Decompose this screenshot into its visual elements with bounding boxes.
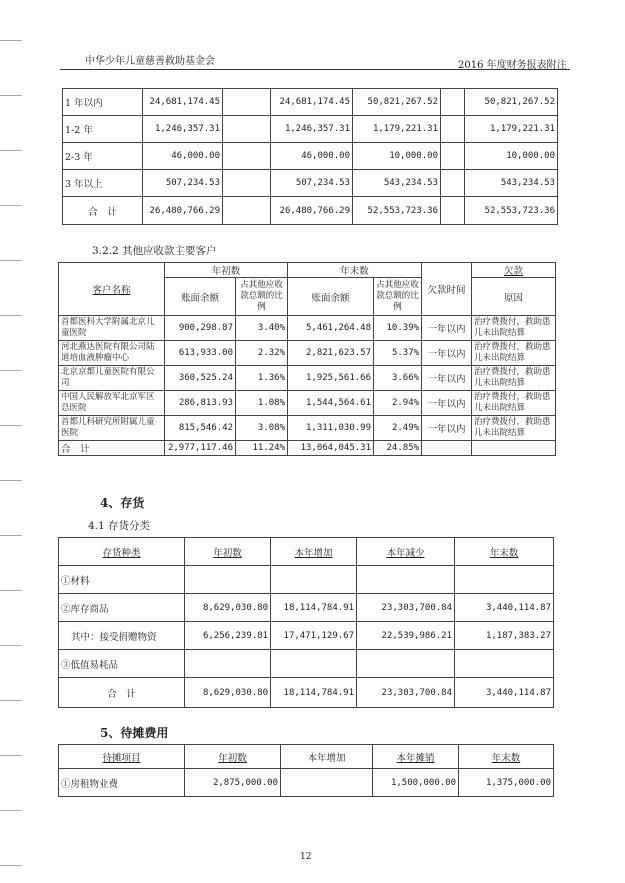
cell-value: 2.32%	[236, 341, 288, 366]
cell-value: 23,303,700.84	[357, 594, 455, 622]
inventory-label: ②库存商品	[59, 594, 185, 622]
col-header-book: 账面余额	[165, 278, 236, 316]
table-row	[59, 441, 556, 456]
col-header-item: 待摊项目	[59, 745, 185, 769]
cell-value: 900,298.87	[165, 316, 236, 341]
cell-value: 507,234.53	[271, 170, 353, 197]
cell-value: 5.37%	[374, 341, 422, 366]
margin-mark	[0, 480, 22, 481]
cell-value: 2.49%	[374, 416, 422, 441]
col-header-reason: 原因	[472, 278, 556, 316]
col-header-kind: 存货种类	[59, 538, 185, 566]
margin-mark	[0, 810, 22, 811]
aging-label: 合 计	[63, 197, 143, 225]
inventory-label: ①材料	[59, 566, 185, 594]
customer-name: 首都儿科研究所附属儿童医院	[59, 416, 165, 441]
cell-value: 2,821,623.57	[288, 341, 374, 366]
cell-value: 3,440,114.87	[455, 594, 554, 622]
margin-mark	[0, 260, 22, 261]
prepaid-label: ①房租物业费	[59, 769, 185, 797]
cell-value: 10.39%	[374, 316, 422, 341]
margin-mark	[0, 755, 22, 756]
cell-value: 5,461,264.48	[288, 316, 374, 341]
table-row	[59, 391, 556, 416]
margin-mark	[0, 535, 22, 536]
col-header-begin: 年初数	[185, 538, 271, 566]
cell-value: 18,114,784.91	[271, 678, 357, 708]
cell-value: 22,539,986.21	[357, 622, 455, 650]
cell-value: 治疗费拨付，救助患儿未出院结算	[472, 416, 556, 441]
margin-mark	[0, 590, 22, 591]
cell-value: 一年以内	[422, 416, 472, 441]
cell-value: 1,246,357.31	[271, 116, 353, 143]
inventory-table	[58, 537, 554, 708]
cell-value: 23,303,700.84	[357, 678, 455, 708]
cell-value: 286,813.93	[165, 391, 236, 416]
receivables-title: 3.2.2 其他应收款主要客户	[92, 245, 217, 257]
cell-value: 543,234.53	[353, 170, 441, 197]
col-header-dec: 本年减少	[357, 538, 455, 566]
cell-value: 2,875,000.00	[185, 769, 281, 797]
cell-value: 360,525.24	[165, 366, 236, 391]
cell-value: 2.94%	[374, 391, 422, 416]
cell-value: 治疗费拨付，救助患儿未出院结算	[472, 366, 556, 391]
cell-value: 24.85%	[374, 441, 422, 456]
cell-value: 26,480,766.29	[271, 197, 353, 225]
cell-value: 13,064,045.31	[288, 441, 374, 456]
col-header-inc: 本年增加	[271, 538, 357, 566]
cell-value: 50,821,267.52	[353, 89, 441, 116]
margin-mark	[0, 150, 22, 151]
table-row	[59, 678, 554, 708]
table-row	[59, 769, 554, 797]
col-header-begin: 年初数	[185, 745, 281, 769]
inventory-title: 4、存货	[100, 496, 145, 510]
cell-value: 一年以内	[422, 316, 472, 341]
cell-value: 治疗费拨付，救助患儿未出院结算	[472, 341, 556, 366]
cell-value: 3.08%	[236, 416, 288, 441]
cell-value: 1,179,221.31	[465, 116, 558, 143]
table-row	[59, 416, 556, 441]
cell-value: 2,977,117.46	[165, 441, 236, 456]
table-row	[59, 566, 554, 594]
cell-value: 18,114,784.91	[271, 594, 357, 622]
table-row	[63, 89, 558, 116]
cell-value: 1,375,000.00	[459, 769, 554, 797]
table-row	[63, 197, 558, 225]
col-header-time: 欠款时间	[422, 263, 472, 316]
cell-value	[271, 566, 357, 594]
col-header-owed: 欠款	[472, 263, 556, 278]
inventory-label: 其中：接受捐赠物资	[59, 622, 185, 650]
cell-value: 3.40%	[236, 316, 288, 341]
inventory-subtitle: 4.1 存货分类	[88, 520, 151, 532]
receivables-table	[58, 262, 556, 456]
cell-value: 一年以内	[422, 391, 472, 416]
margin-mark	[0, 40, 22, 41]
cell-value: 50,821,267.52	[465, 89, 558, 116]
cell-value: 8,629,030.80	[185, 594, 271, 622]
aging-label: 3 年以上	[63, 170, 143, 197]
cell-value: 1.36%	[236, 366, 288, 391]
cell-value: 17,471,129.67	[271, 622, 357, 650]
margin-mark	[0, 865, 22, 866]
cell-value: 46,000.00	[271, 143, 353, 170]
cell-value: 3,440,114.87	[455, 678, 554, 708]
col-header-inc: 本年增加	[281, 745, 373, 769]
customer-name: 北京京都儿童医院有限公司	[59, 366, 165, 391]
col-header-end: 年末数	[455, 538, 554, 566]
inventory-label: 合 计	[59, 678, 185, 708]
table-row	[63, 116, 558, 143]
aging-label: 2-3 年	[63, 143, 143, 170]
inventory-label: ③低值易耗品	[59, 650, 185, 678]
cell-value	[357, 650, 455, 678]
cell-value	[455, 566, 554, 594]
cell-value: 11.24%	[236, 441, 288, 456]
margin-mark	[0, 205, 22, 206]
aging-label: 1 年以内	[63, 89, 143, 116]
cell-value: 一年以内	[422, 341, 472, 366]
cell-value: 1.08%	[236, 391, 288, 416]
margin-mark	[0, 95, 22, 96]
margin-mark	[0, 370, 22, 371]
cell-value: 613,933.00	[165, 341, 236, 366]
cell-value: 治疗费拨付，救助患儿未出院结算	[472, 391, 556, 416]
customer-name: 中国人民解放军北京军区总医院	[59, 391, 165, 416]
cell-value	[357, 566, 455, 594]
aging-label: 1-2 年	[63, 116, 143, 143]
cell-value: 52,553,723.36	[353, 197, 441, 225]
margin-mark	[0, 645, 22, 646]
cell-value: 10,000.00	[353, 143, 441, 170]
col-header-amort: 本年摊销	[373, 745, 459, 769]
cell-value: 1,925,561.66	[288, 366, 374, 391]
cell-value: 治疗费拨付，救助患儿未出院结算	[472, 316, 556, 341]
page-number: 12	[300, 852, 312, 862]
table-row	[63, 170, 558, 197]
col-header-customer: 客户名称	[59, 263, 165, 316]
col-header-book: 账面余额	[288, 278, 374, 316]
cell-value: 1,311,030.99	[288, 416, 374, 441]
cell-value	[281, 769, 373, 797]
report-title: 2016 年度财务报表附注	[458, 60, 567, 71]
cell-value: 507,234.53	[143, 170, 223, 197]
header-divider	[60, 69, 570, 70]
cell-value: 1,179,221.31	[353, 116, 441, 143]
margin-mark	[0, 700, 22, 701]
cell-value	[185, 650, 271, 678]
prepaid-title: 5、待摊费用	[100, 726, 169, 740]
org-name: 中华少年儿童慈善救助基金会	[85, 56, 215, 67]
table-row	[59, 341, 556, 366]
margin-mark	[0, 315, 22, 316]
col-header-begin: 年初数	[165, 263, 288, 278]
table-row	[59, 366, 556, 391]
col-header-end: 年末数	[459, 745, 554, 769]
cell-value: 一年以内	[422, 366, 472, 391]
cell-value: 1,246,357.31	[143, 116, 223, 143]
col-header-ratio: 占其他应收款总额的比例	[374, 278, 422, 316]
margin-mark	[0, 425, 22, 426]
table-row	[59, 538, 554, 566]
customer-name: 河北燕达医院有限公司陆道培血液肿瘤中心	[59, 341, 165, 366]
cell-value: 24,681,174.45	[271, 89, 353, 116]
total-label: 合 计	[59, 441, 165, 456]
cell-value: 8,629,030.80	[185, 678, 271, 708]
cell-value: 1,544,564.61	[288, 391, 374, 416]
table-row	[59, 316, 556, 341]
aging-table	[62, 88, 558, 225]
table-row	[59, 745, 554, 769]
table-row	[59, 263, 556, 278]
cell-value: 46,000.00	[143, 143, 223, 170]
cell-value: 10,000.00	[465, 143, 558, 170]
cell-value: 6,256,239.81	[185, 622, 271, 650]
cell-value: 24,681,174.45	[143, 89, 223, 116]
col-header-end: 年末数	[288, 263, 422, 278]
customer-name: 首都医科大学附属北京儿童医院	[59, 316, 165, 341]
table-row	[59, 650, 554, 678]
cell-value: 815,546.42	[165, 416, 236, 441]
table-row	[63, 143, 558, 170]
cell-value	[185, 566, 271, 594]
prepaid-table	[58, 744, 554, 797]
cell-value: 1,500,000.00	[373, 769, 459, 797]
table-row	[59, 594, 554, 622]
cell-value: 3.66%	[374, 366, 422, 391]
table-row	[59, 622, 554, 650]
cell-value: 543,234.53	[465, 170, 558, 197]
cell-value	[271, 650, 357, 678]
cell-value: 1,187,383.27	[455, 622, 554, 650]
cell-value: 52,553,723.36	[465, 197, 558, 225]
cell-value: 26,480,766.29	[143, 197, 223, 225]
col-header-ratio: 占其他应收款总额的比例	[236, 278, 288, 316]
cell-value	[455, 650, 554, 678]
